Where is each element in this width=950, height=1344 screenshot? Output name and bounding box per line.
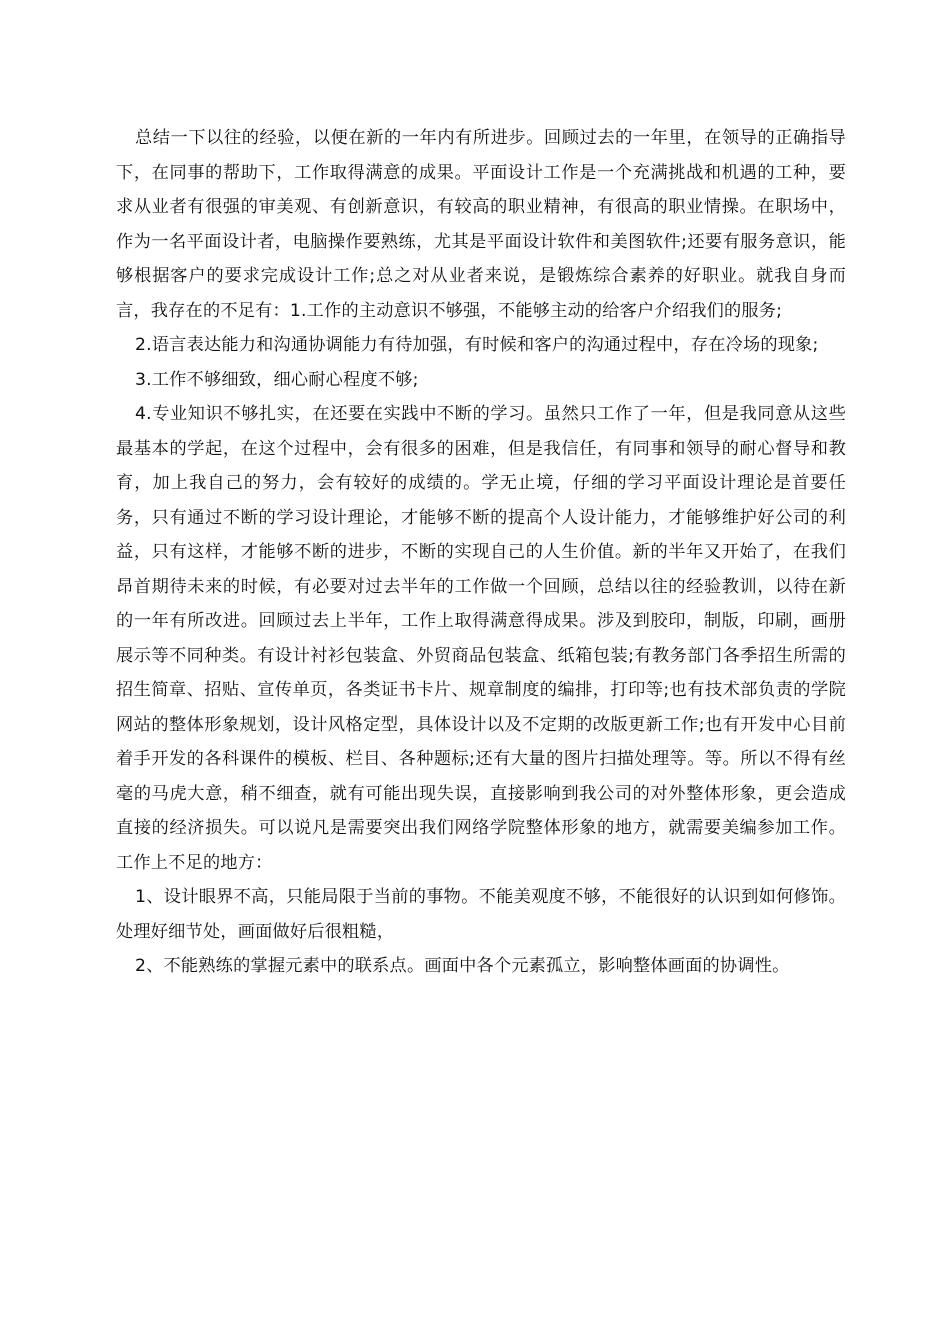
paragraph-summary: 总结一下以往的经验，以便在新的一年内有所进步。回顾过去的一年里，在领导的正确指导下，在同事的帮助下，工作取得满意的成果。平面设计工作是一个充满挑战和机遇的工种，要求从业者有很强的审美观、有创新意识，有较高的职业精神，有很高的职业情操。在职场中，作为一名平面设计者，电脑操作要熟练，尤其是平面设计软件和美图软件;还要有服务意识，能够根据客户的要求完成设计工作;总之对从业者来说，是锻炼综合素养的好职业。就我自身而言，我存在的不足有：1.工作的主动意识不够强，不能够主动的给客户介绍我们的服务; [116,128,846,321]
paragraph-item-4: 4.专业知识不够扎实，在还要在实践中不断的学习。虽然只工作了一年，但是我同意从这些最基本的学起，在这个过程中，会有很多的困难，但是我信任，有同事和领导的耐心督导和教育，加上我自己的努力，会有较好的成绩的。学无止境，仔细的学习平面设计理论是首要任务，只有通过不断的学习设计理论，才能够不断的提高个人设计能力，才能够维护好公司的利益，只有这样，才能够不断的进步，不断的实现自己的人生价值。新的半年又开始了，在我们昂首期待未来的时候，有必要对过去半年的工作做一个回顾，总结以往的经验教训，以待在新的一年有所改进。回顾过去上半年，工作上取得满意得成果。涉及到胶印，制版，印刷，画册展示等不同种类。有设计衬衫包装盒、外贸商品包装盒、纸箱包装;有教务部门各季招生所需的招生简章、招贴、宣传单页，各类证书卡片、规章制度的编排，打印等;也有技术部负责的学院网站的整体形象规划，设计风格定型，具体设计以及不定期的改版更新工作;也有开发中心目前着手开发的各科课件的模板、栏目、各种题标;还有大量的图片扫描处理等。等。所以不得有丝毫的马虎大意，稍不细查，就有可能出现失误，直接影响到我公司的对外整体形象，更会造成直接的经济损失。可以说凡是需要突出我们网络学院整体形象的地方，就需要美编参加工作。工作上不足的地方： [116,404,846,873]
document-body [116,121,846,984]
paragraph-shortcoming-1: 1、设计眼界不高，只能局限于当前的事物。不能美观度不够，不能很好的认识到如何修饰。处理好细节处，画面做好后很粗糙， [116,887,846,942]
paragraph-item-2: 2.语言表达能力和沟通协调能力有待加强，有时候和客户的沟通过程中，存在冷场的现象; [135,335,819,355]
paragraph-item-3: 3.工作不够细致，细心耐心程度不够; [135,369,419,390]
paragraph-shortcoming-2: 2、不能熟练的掌握元素中的联系点。画面中各个元素孤立，影响整体画面的协调性。 [135,956,790,976]
